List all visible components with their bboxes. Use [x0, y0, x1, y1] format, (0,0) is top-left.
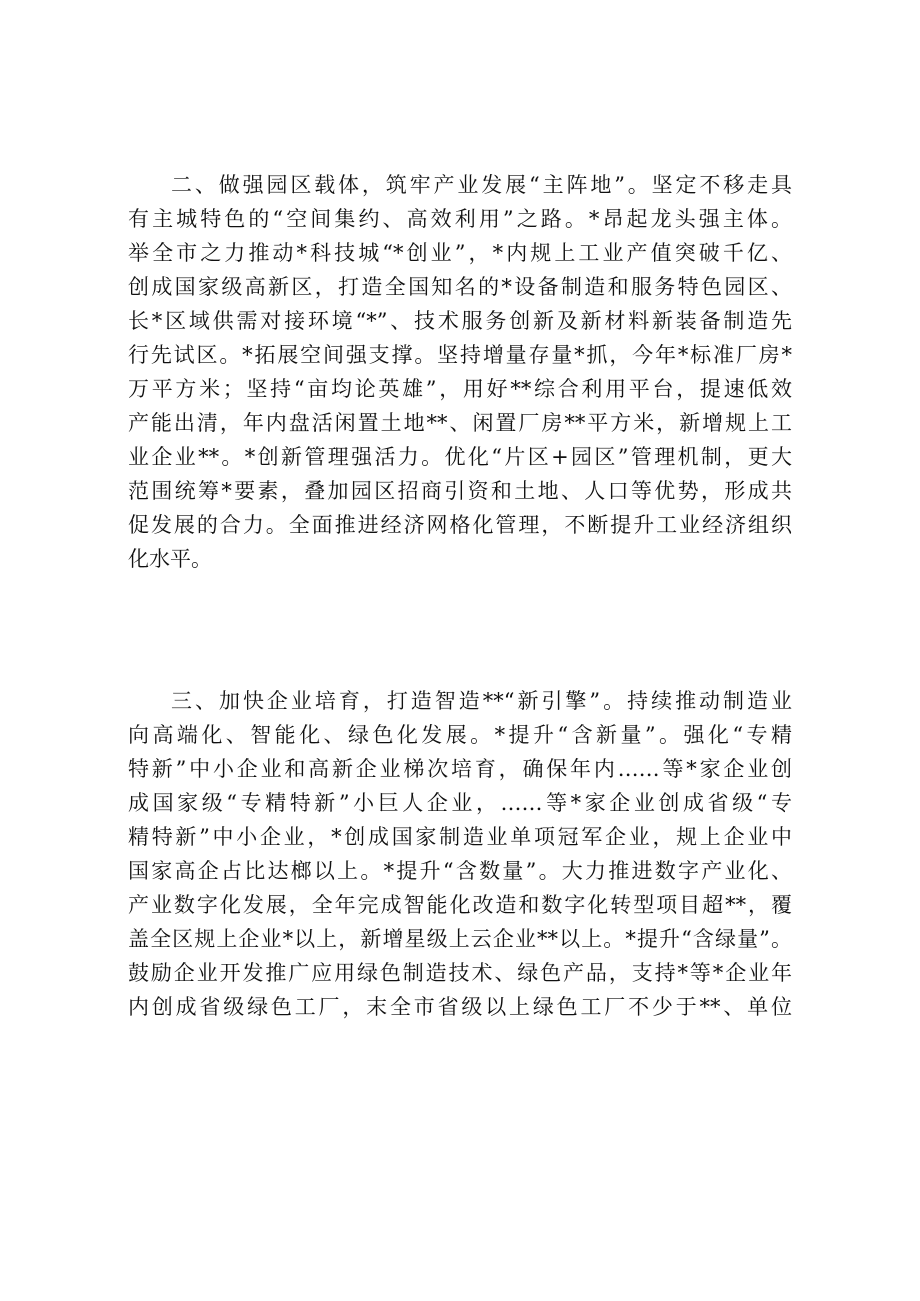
text-line: 业企业**。*创新管理强活力。优化“片区+园区”管理机制，更大: [128, 445, 792, 469]
paragraph-section-2: [128, 168, 792, 576]
text-line: 二、做强园区载体，筑牢产业发展“主阵地”。坚定不移走具: [171, 173, 792, 197]
text-line: 行先试区。*拓展空间强支撑。坚持增量存量*抓，今年*标准厂房*: [128, 343, 792, 367]
text-line: 三、加快企业培育，打造智造**“新引擎”。持续推动制造业: [171, 689, 792, 713]
text-line: 精特新”中小企业，*创成国家制造业单项冠军企业，规上企业中: [128, 825, 792, 849]
text-line: 化水平。: [128, 547, 212, 571]
text-line: 促发展的合力。全面推进经济网格化管理，不断提升工业经济组织: [128, 513, 792, 537]
text-line: 范围统筹*要素，叠加园区招商引资和土地、人口等优势，形成共: [128, 479, 792, 503]
text-line: 有主城特色的“空间集约、高效利用”之路。*昂起龙头强主体。: [128, 207, 792, 231]
text-line: 盖全区规上企业*以上，新增星级上云企业**以上。*提升“含绿量”。: [128, 927, 792, 951]
text-line: 特新”中小企业和高新企业梯次培育，确保年内……等*家企业创: [128, 757, 792, 781]
paragraph-section-3: [128, 684, 792, 1024]
text-line: 成国家级“专精特新”小巨人企业，……等*家企业创成省级“专: [128, 791, 792, 815]
text-line: 国家高企占比达榔以上。*提升“含数量”。大力推进数字产业化、: [128, 859, 792, 883]
text-line: 万平方米；坚持“亩均论英雄”，用好**综合利用平台，提速低效: [128, 377, 792, 401]
text-line: 产业数字化发展，全年完成智能化改造和数字化转型项目超**，覆: [128, 893, 792, 917]
text-line: 内创成省级绿色工厂，末全市省级以上绿色工厂不少于**、单位: [128, 995, 792, 1019]
text-line: 创成国家级高新区，打造全国知名的*设备制造和服务特色园区、: [128, 275, 792, 299]
text-line: 向高端化、智能化、绿色化发展。*提升“含新量”。强化“专精: [128, 723, 792, 747]
text-line: 产能出清，年内盘活闲置土地**、闲置厂房**平方米，新增规上工: [128, 411, 792, 435]
text-line: 鼓励企业开发推广应用绿色制造技术、绿色产品，支持*等*企业年: [128, 961, 792, 985]
text-line: 长*区域供需对接环境“*”、技术服务创新及新材料新装备制造先: [128, 309, 792, 333]
text-line: 举全市之力推动*科技城“*创业”，*内规上工业产值突破千亿、: [128, 241, 792, 265]
